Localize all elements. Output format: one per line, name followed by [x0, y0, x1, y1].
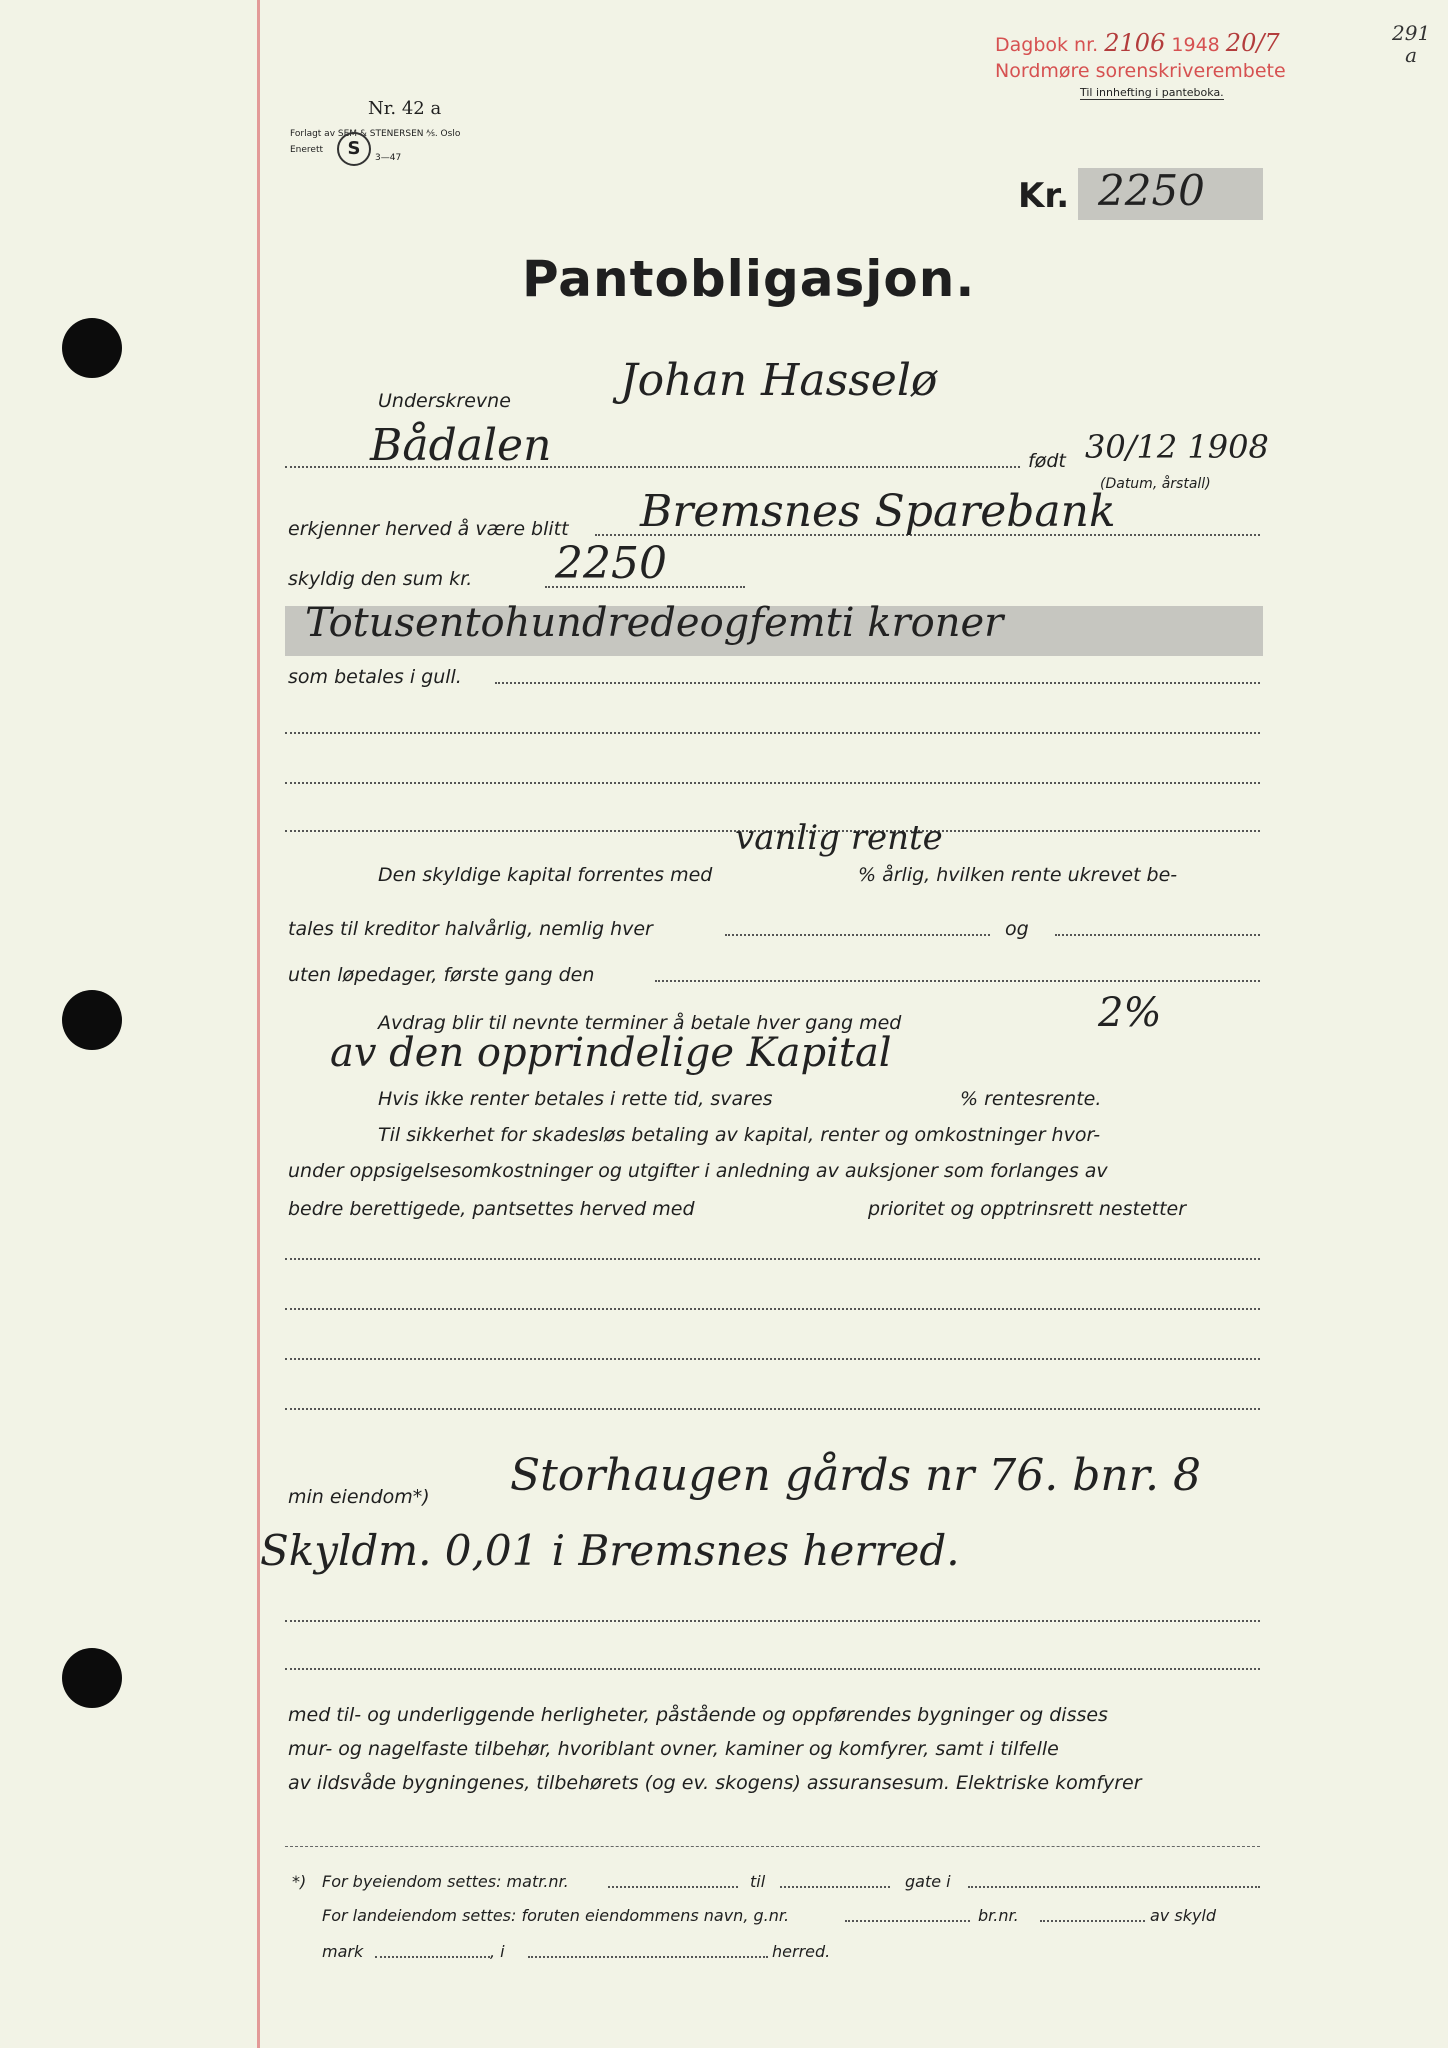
dotted-line [1055, 934, 1260, 936]
born-label: født [1028, 450, 1066, 472]
dotted-line [285, 732, 1260, 734]
appurtenances-line-1: med til- og underliggende herligheter, påstående og oppførendes bygninger og disses [288, 1704, 1108, 1726]
security-line-1: Til sikkerhet for skadesløs betaling av kapital, renter og omkostninger hvor- [378, 1124, 1101, 1146]
dotted-line [285, 1358, 1260, 1360]
interest-handwritten: vanlig rente [735, 818, 943, 858]
footnote-line-2a: For landeiendom settes: foruten eiendommens navn, g.nr. [322, 1906, 790, 1925]
footnote-line-1b: til [750, 1872, 766, 1891]
dotted-line [545, 586, 745, 588]
debtor-address: Bådalen [370, 420, 552, 471]
stamp-label: Dagbok nr. [995, 34, 1099, 56]
debtor-name: Johan Hasselø [620, 355, 938, 406]
stamp-date: 20/7 [1225, 29, 1280, 57]
security-line-3b: prioritet og opptrinsrett nestetter [868, 1198, 1187, 1220]
page-number-top: 291 [1392, 21, 1431, 45]
footnote-line-1a: For byeiendom settes: matr.nr. [322, 1872, 569, 1891]
dotted-line [375, 1956, 490, 1958]
creditor-name: Bremsnes Sparebank [640, 486, 1116, 537]
footnote-line-3c: herred. [772, 1942, 831, 1961]
amount-value: 2250 [1098, 166, 1205, 215]
punch-hole-middle [62, 990, 122, 1050]
property-label: min eiendom*) [288, 1486, 430, 1508]
stamp-office: Nordmøre sorenskriverembete [995, 60, 1286, 82]
sum-in-words: Totusentohundredeogfemti kroner [305, 600, 1004, 646]
security-line-2: under oppsigelsesomkostninger og utgifter i anledning av auksjoner som forlanges av [288, 1160, 1108, 1182]
property-line-2: Skyldm. 0,01 i Bremsnes herred. [260, 1526, 960, 1575]
installment-line: Avdrag blir til nevnte terminer å betale hver gang med [378, 1012, 902, 1034]
journal-stamp [995, 30, 1286, 84]
dotted-line [655, 980, 1260, 982]
undersigned-label: Underskrevne [378, 390, 511, 412]
publisher-enerett: Enerett [290, 145, 324, 155]
dotted-line [285, 1308, 1260, 1310]
punch-hole-bottom [62, 1648, 122, 1708]
dotted-line [968, 1886, 1260, 1888]
document-title: Pantobligasjon. [522, 250, 976, 308]
default-interest-b: % rentesrente. [960, 1088, 1102, 1110]
footnote-line-2b: br.nr. [978, 1906, 1019, 1925]
dotted-line [528, 1956, 768, 1958]
stamp-number: 2106 [1104, 29, 1166, 57]
stamp-year: 1948 [1171, 34, 1220, 56]
interest-line-2: tales til kreditor halvårlig, nemlig hver [288, 918, 653, 940]
dotted-line [285, 1668, 1260, 1670]
installment-value: 2% [1098, 990, 1162, 1036]
born-value: 30/12 1908 [1085, 428, 1269, 466]
payment-label: som betales i gull. [288, 666, 462, 688]
dotted-line [725, 934, 990, 936]
property-line-1: Storhaugen gårds nr 76. bnr. 8 [510, 1450, 1201, 1501]
security-line-3: bedre berettigede, pantsettes herved med [288, 1198, 695, 1220]
dotted-line [845, 1920, 970, 1922]
dotted-line [495, 682, 1260, 684]
page-number [1392, 22, 1430, 66]
amount-label: Kr. [1018, 176, 1070, 216]
form-number: Nr. 42 a [368, 98, 442, 119]
publisher-line: Forlagt av SEM & STENERSEN ⅍. Oslo [290, 129, 461, 139]
publisher-logo: S [337, 132, 371, 166]
appurtenances-line-3: av ildsvåde bygningenes, tilbehørets (og ev. skogens) assuransesum. Elektriske komfyrer [288, 1772, 1142, 1794]
sum-label: skyldig den sum kr. [288, 568, 473, 590]
page-number-suffix: a [1405, 43, 1418, 67]
sum-value: 2250 [555, 538, 667, 589]
creditor-label: erkjenner herved å være blitt [288, 518, 569, 540]
dotted-line [1040, 1920, 1145, 1922]
divider [285, 1846, 1260, 1847]
interest-line-3: uten løpedager, første gang den [288, 964, 595, 986]
binding-note: Til innhefting i panteboka. [1080, 86, 1224, 99]
appurtenances-line-2: mur- og nagelfaste tilbehør, hvoriblant ovner, kaminer og komfyrer, samt i tilfelle [288, 1738, 1059, 1760]
interest-line-1: Den skyldige kapital forrentes med [378, 864, 713, 886]
default-interest: Hvis ikke renter betales i rette tid, svares [378, 1088, 773, 1110]
born-hint: (Datum, årstall) [1100, 476, 1211, 492]
footnote-line-1c: gate i [905, 1872, 951, 1891]
dotted-line [285, 1408, 1260, 1410]
red-margin-line [257, 0, 260, 2048]
publisher-date: 3—47 [375, 153, 402, 163]
interest-line-1b: % årlig, hvilken rente ukrevet be- [858, 864, 1178, 886]
installment-note: av den opprindelige Kapital [330, 1030, 892, 1076]
footnote-line-3a: mark [322, 1942, 364, 1961]
interest-line-2b: og [1005, 918, 1029, 940]
dotted-line [285, 782, 1260, 784]
dotted-line [780, 1886, 890, 1888]
dotted-line [608, 1886, 738, 1888]
footnote-line-2c: av skyld [1150, 1906, 1217, 1925]
footnote-line-3b: , i [490, 1942, 505, 1961]
punch-hole-top [62, 318, 122, 378]
footnote-star: *) [292, 1872, 307, 1891]
dotted-line [285, 1258, 1260, 1260]
dotted-line [285, 1620, 1260, 1622]
